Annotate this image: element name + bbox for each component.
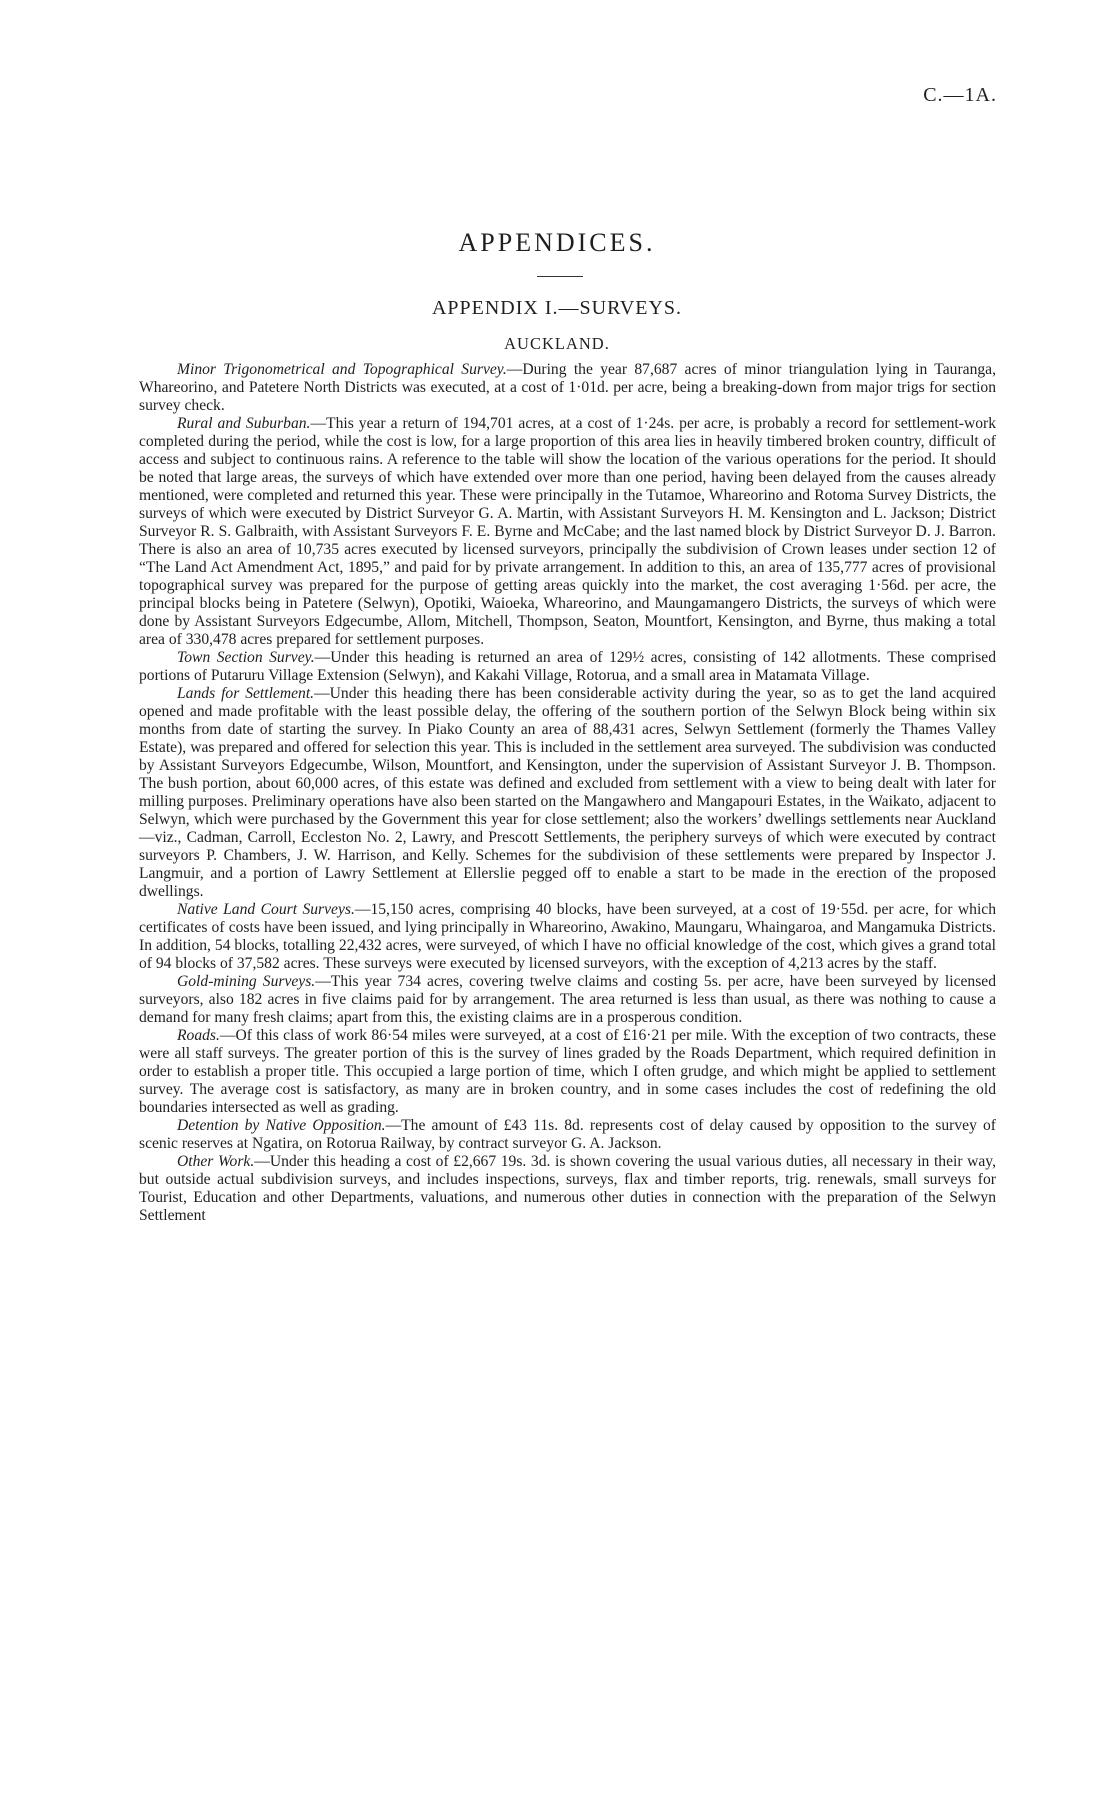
paragraph-text: —The amount of £43 11s. 8d. represents cost of delay caused by opposition to the survey of scenic reserves at Ngatira, on Rotorua Railway, by contract surveyor G. A. Jackson. [139, 1117, 996, 1152]
paragraph-text: —This year a return of 194,701 acres, at a cost of 1·24s. per acre, is probably a record for settlement-work completed during the period, while the cost is low, for a large proportion of this area lies in heavily timbered broken country, difficult of access and subject to continuous rains. A reference to the table will show the location of the various operations for the period. It should be noted that large areas, the surveys of which have extended over more than one period, having been delayed from the causes already mentioned, were completed and returned this year. These were principally in the Tutamoe, Whareorino and Rotoma Survey Districts, the surveys of which were executed by District Surveyor G. A. Martin, with Assistant Surveyors H. M. Kensington and L. Jackson; District Surveyor R. S. Galbraith, with Assistant Surveyors F. E. Byrne and McCabe; and the last named block by District Surveyor D. J. Barron. There is also an area of 10,735 acres executed by licensed surveyors, principally the subdivision of Crown leases under section 12 of “The Land Act Amendment Act, 1895,” and paid for by private arrangement. In addition to this, an area of 135,777 acres of provisional topographical survey was prepared for the purpose of getting areas quickly into the market, the cost averaging 1·56d. per acre, the principal blocks being in Patetere (Selwyn), Opotiki, Waioeka, Whareorino, and Maungamangero Districts, the surveys of which were done by Assistant Surveyors Edgecumbe, Allom, Mitchell, Thompson, Seaton, Mountfort, Kensington, and Byrne, thus making a total area of 330,478 acres prepared for settlement purposes. [139, 415, 996, 648]
paragraph-text: —During the year 87,687 acres of minor triangulation lying in Tauranga, Whareorino, and Patetere North Districts was executed, at a cost of 1·01d. per acre, being a breaking-down from major trigs for section survey check. [139, 361, 996, 414]
paragraph-minor-trig [139, 361, 996, 415]
paragraph-text: —15,150 acres, comprising 40 blocks, have been surveyed, at a cost of 19·55d. per acre, for which certificates of costs have been issued, and lying principally in Whareorino, Awakino, Maungaru, Whaingaroa, and Mangamuka Districts. In addition, 54 blocks, totalling 22,432 acres, were surveyed, of which I have no official knowledge of the cost, which gives a grand total of 94 blocks of 37,582 acres. These surveys were executed by licensed surveyors, with the exception of 4,213 acres by the staff. [139, 901, 996, 972]
region-title: AUCKLAND. [504, 334, 610, 353]
paragraph-native-land-court [139, 901, 996, 973]
paragraph-heading: Detention by Native Opposition. [177, 1117, 386, 1134]
paragraph-heading: Native Land Court Surveys. [177, 901, 355, 918]
paragraph-lands-settlement [139, 685, 996, 901]
page-title: APPENDICES. [458, 228, 656, 257]
paragraph-rural-suburban [139, 415, 996, 649]
paragraph-heading: Other Work. [177, 1153, 255, 1170]
paragraph-heading: Roads. [177, 1027, 220, 1044]
paragraph-text: —This year 734 acres, covering twelve claims and costing 5s. per acre, have been surveyed by licensed surveyors, also 182 acres in five claims paid for by arrangement. The area returned is less than usual, as there was nothing to cause a demand for many fresh claims; apart from this, the existing claims are in a prosperous condition. [139, 973, 996, 1026]
paragraph-heading: Rural and Suburban. [177, 415, 311, 432]
paragraph-heading: Gold-mining Surveys. [177, 973, 316, 990]
paragraph-heading: Lands for Settlement. [177, 685, 315, 702]
paragraph-text: —Under this heading a cost of £2,667 19s. 3d. is shown covering the usual various duties, all necessary in their way, but outside actual subdivision surveys, and includes inspections, surveys, flax and timber reports, trig. renewals, small surveys for Tourist, Education and other Departments, valuations, and numerous other duties in connection with the preparation of the Selwyn Settlement [139, 1153, 996, 1224]
title-rule [537, 276, 583, 277]
page-reference: C.—1A. [923, 84, 997, 106]
paragraph-other-work [139, 1153, 996, 1225]
body-text [139, 361, 996, 1225]
paragraph-detention [139, 1117, 996, 1153]
paragraph-text: —Under this heading there has been considerable activity during the year, so as to get the land acquired opened and made profitable with the least possible delay, the offering of the southern portion of the Selwyn Block being within six months from date of starting the survey. In Piako County an area of 88,431 acres, Selwyn Settlement (formerly the Thames Valley Estate), was prepared and offered for selection this year. This is included in the settlement area surveyed. The subdivision was conducted by Assistant Surveyors Edgecumbe, Wilson, Mountfort, and Kensington, under the supervision of Assistant Surveyor J. B. Thompson. The bush portion, about 60,000 acres, of this estate was defined and excluded from settlement with a view to being dealt with later for milling purposes. Preliminary operations have also been started on the Mangawhero and Mangapouri Estates, in the Waikato, adjacent to Selwyn, which were purchased by the Government this year for close settlement; also the workers’ dwellings settlements near Auckland—viz., Cadman, Carroll, Eccleston No. 2, Lawry, and Prescott Settlements, the periphery surveys of which were executed by contract surveyors P. Chambers, J. W. Harrison, and Kelly. Schemes for the subdivision of these settlements were prepared by Inspector J. Langmuir, and a portion of Lawry Settlement at Ellerslie pegged off to enable a start to be made in the erection of the proposed dwellings. [139, 685, 996, 900]
paragraph-heading: Town Section Survey. [177, 649, 315, 666]
paragraph-text: —Under this heading is returned an area of 129½ acres, consisting of 142 allotments. These comprised portions of Putaruru Village Extension (Selwyn), and Kakahi Village, Rotorua, and a small area in Matamata Village. [139, 649, 996, 684]
paragraph-text: —Of this class of work 86·54 miles were surveyed, at a cost of £16·21 per mile. With the exception of two contracts, these were all staff surveys. The greater portion of this is the survey of lines graded by the Roads Department, which required definition in order to establish a proper title. This occupied a large portion of time, which I often grudge, and which might be applied to settlement survey. The average cost is satisfactory, as many are in broken country, and in some cases includes the cost of redefining the old boundaries intersected as well as grading. [139, 1027, 996, 1116]
paragraph-town-section [139, 649, 996, 685]
paragraph-gold-mining [139, 973, 996, 1027]
appendix-title: APPENDIX I.—SURVEYS. [431, 297, 683, 319]
paragraph-roads [139, 1027, 996, 1117]
paragraph-heading: Minor Trigonometrical and Topographical Survey. [177, 361, 507, 378]
